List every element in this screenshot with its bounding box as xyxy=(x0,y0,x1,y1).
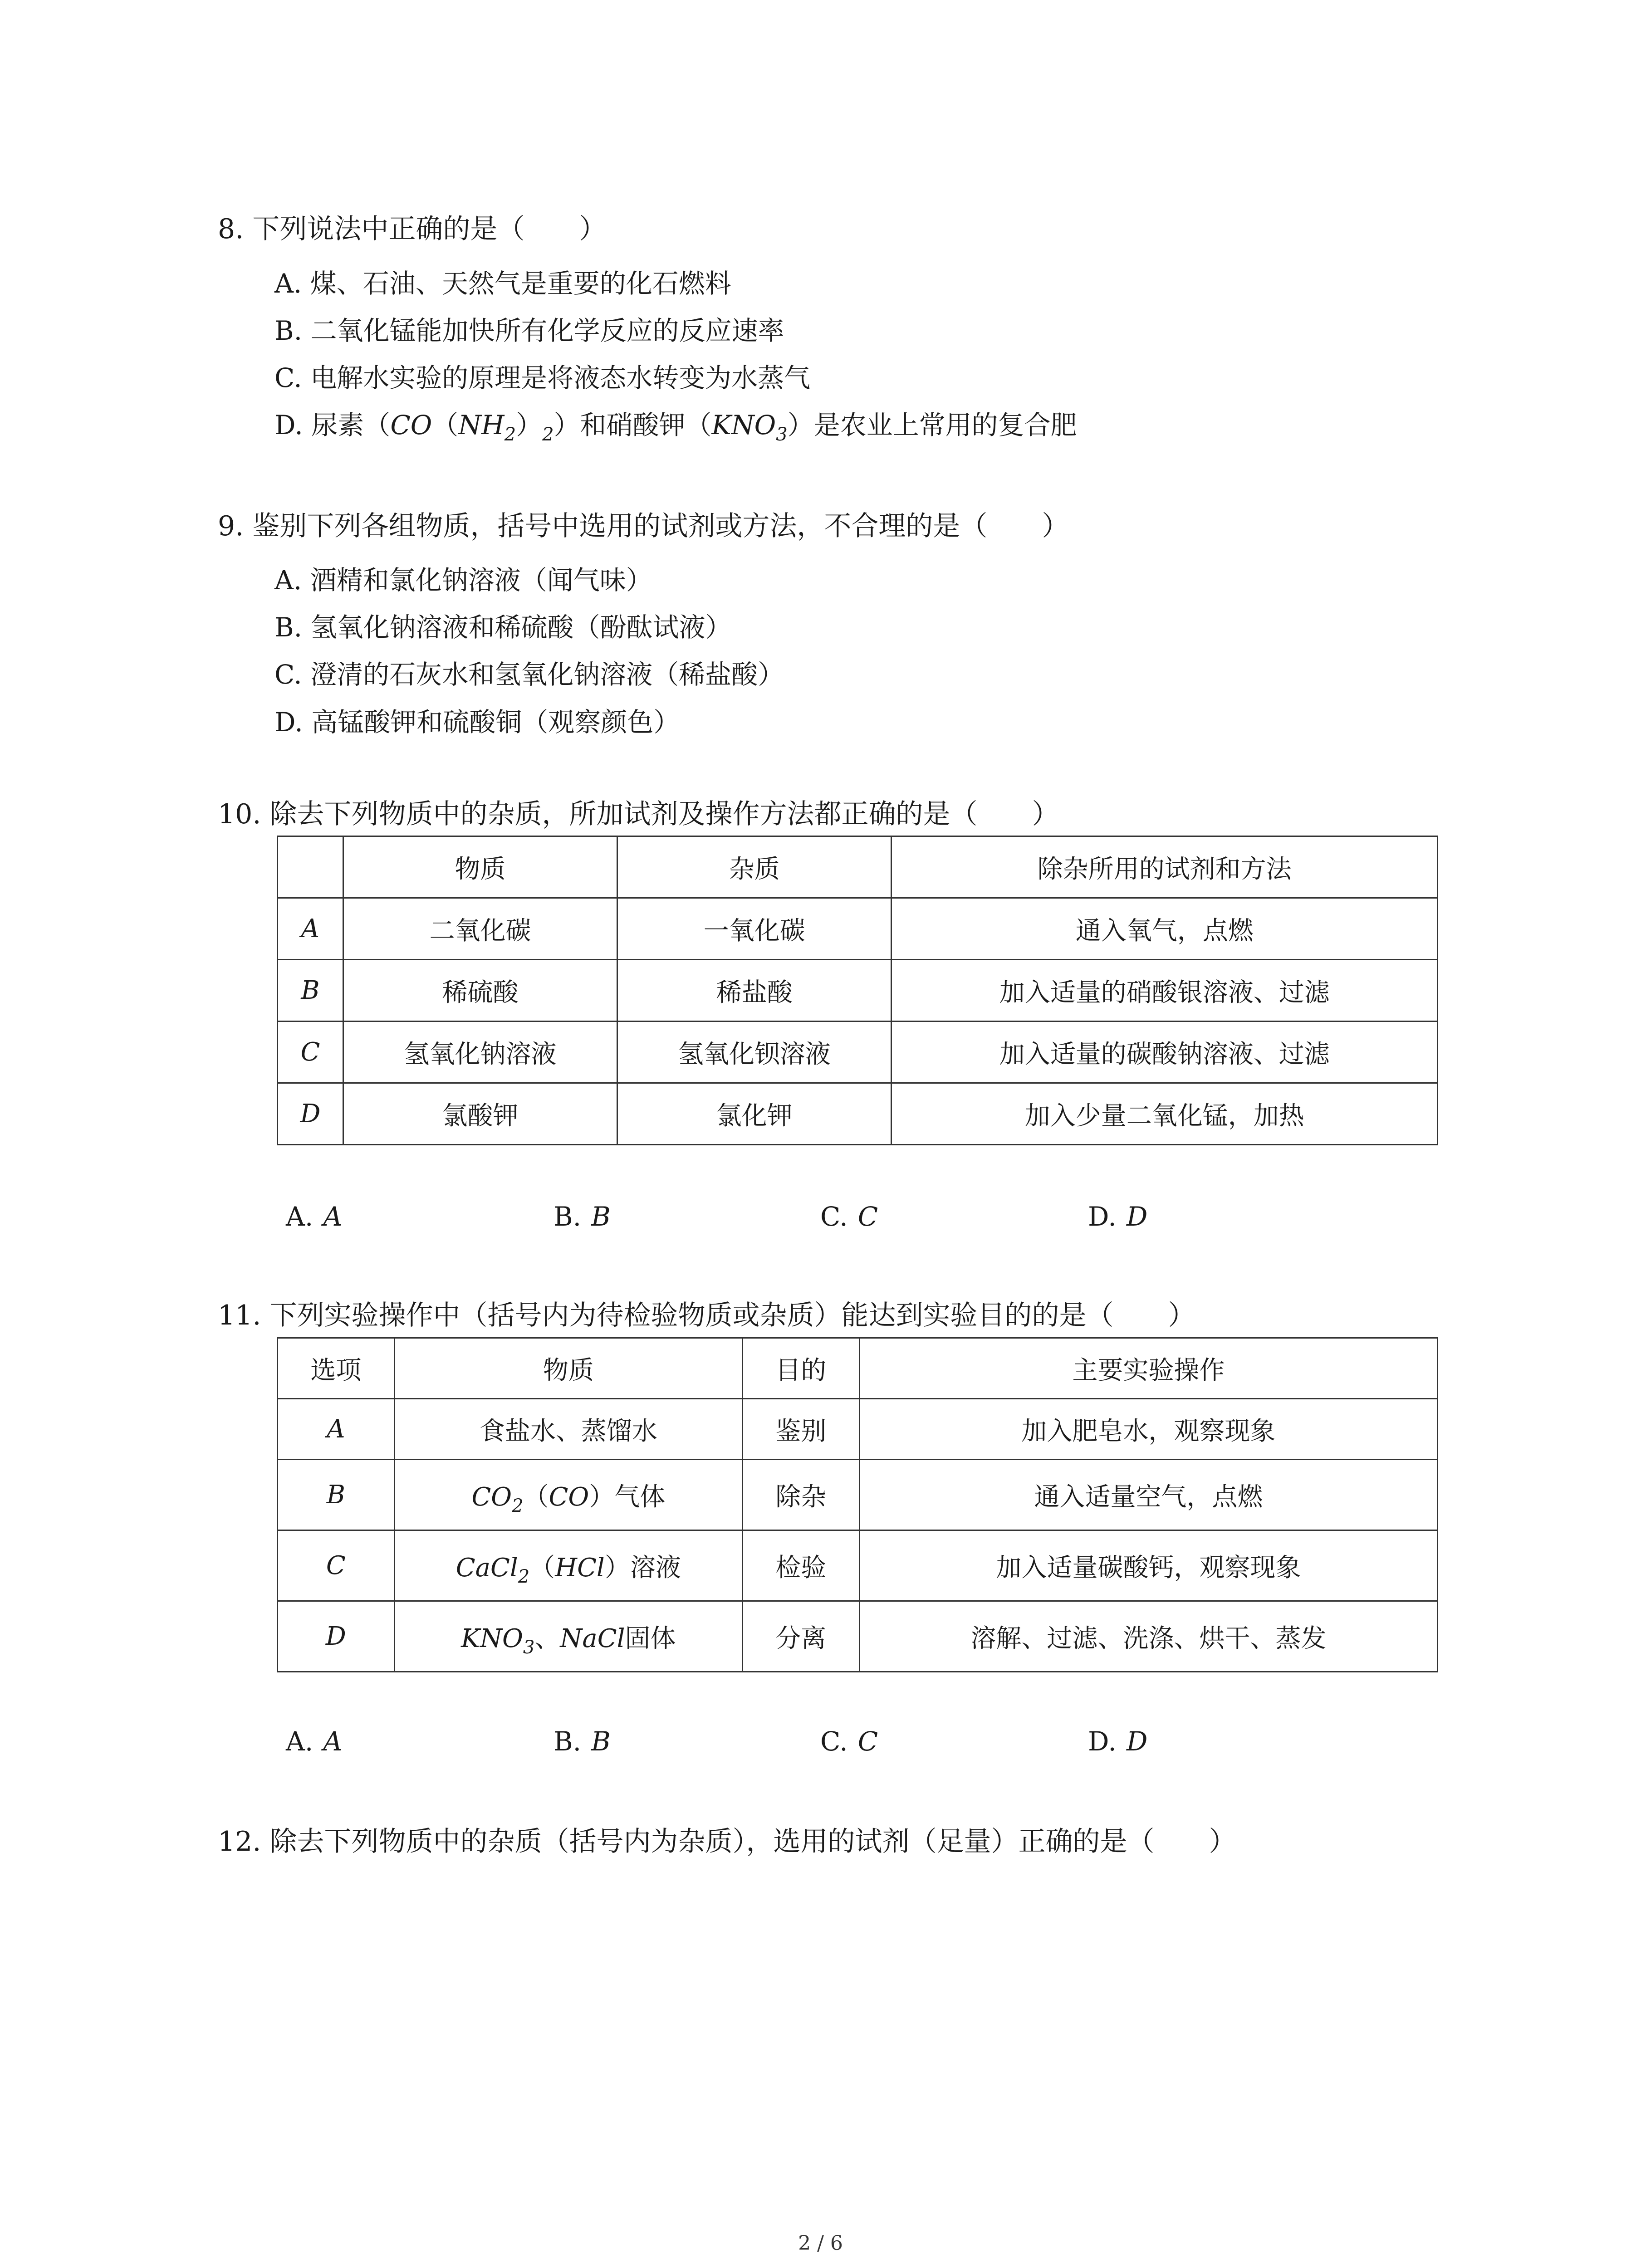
table-row xyxy=(278,1022,1438,1083)
table-header-cell: 物质 xyxy=(343,836,617,898)
table-cell: 通入氧气，点燃 xyxy=(892,898,1438,960)
table-cell: 氢氧化钡溶液 xyxy=(617,1022,892,1083)
operation-cell: 加入肥皂水，观察现象 xyxy=(859,1399,1437,1460)
row-label: D xyxy=(278,1601,395,1672)
substance-cell: $CO_2(CO)$气体 xyxy=(394,1460,742,1530)
table-cell: 一氧化碳 xyxy=(617,898,892,960)
table-cell: 加入适量的硝酸银溶液、过滤 xyxy=(892,960,1438,1022)
q10-table xyxy=(277,836,1438,1145)
q11-choice-c: C. C xyxy=(820,1726,878,1757)
q8-option-a: A. 煤、石油、天然气是重要的化石燃料 xyxy=(274,268,731,299)
table-cell: 氯化钾 xyxy=(617,1083,892,1145)
q11-table xyxy=(277,1337,1438,1672)
q10-choice-b: B. B xyxy=(554,1201,611,1232)
table-row xyxy=(278,1601,1438,1672)
q11-stem: 11. 下列实验操作中（括号内为待检验物质或杂质）能达到实验目的的是（ ） xyxy=(218,1300,1195,1331)
q11-choice-a: A. A xyxy=(286,1726,343,1757)
table-row xyxy=(278,1399,1438,1460)
table-cell: 加入适量的碳酸钠溶液、过滤 xyxy=(892,1022,1438,1083)
row-label: A xyxy=(278,1399,395,1460)
table-header-cell: 物质 xyxy=(394,1338,742,1399)
purpose-cell: 鉴别 xyxy=(742,1399,859,1460)
q9-option-a: A. 酒精和氯化钠溶液（闻气味） xyxy=(274,565,652,596)
row-label: B xyxy=(278,960,343,1022)
table-header-cell: 主要实验操作 xyxy=(859,1338,1437,1399)
q9-stem: 9. 鉴别下列各组物质，括号中选用的试剂或方法，不合理的是（ ） xyxy=(218,510,1069,542)
table-header-row xyxy=(278,836,1438,898)
substance-cell: 食盐水、蒸馏水 xyxy=(394,1399,742,1460)
table-header-cell xyxy=(278,836,343,898)
q12-stem: 12. 除去下列物质中的杂质（括号内为杂质），选用的试剂（足量）正确的是（ ） xyxy=(218,1826,1236,1857)
table-cell: 二氧化碳 xyxy=(343,898,617,960)
table-header-cell: 目的 xyxy=(742,1338,859,1399)
substance-cell: $KNO_3$、NaCl固体 xyxy=(394,1601,742,1672)
table-header-cell: 选项 xyxy=(278,1338,395,1399)
q8-stem: 8. 下列说法中正确的是（ ） xyxy=(218,213,607,245)
purpose-cell: 检验 xyxy=(742,1530,859,1601)
table-row xyxy=(278,1460,1438,1530)
table-row xyxy=(278,960,1438,1022)
table-cell: 加入少量二氧化锰，加热 xyxy=(892,1083,1438,1145)
q11-choice-d: D. D xyxy=(1088,1726,1148,1757)
q8-option-d: D. 尿素$(CO(NH_2)_2)$和硝酸钾$(KNO_3)$是农业上常用的复合肥 xyxy=(274,410,1077,445)
table-header-cell: 杂质 xyxy=(617,836,892,898)
table-row xyxy=(278,1530,1438,1601)
q10-choice-a: A. A xyxy=(286,1201,343,1232)
q9-option-d: D. 高锰酸钾和硫酸铜（观察颜色） xyxy=(274,707,680,738)
purpose-cell: 分离 xyxy=(742,1601,859,1672)
purpose-cell: 除杂 xyxy=(742,1460,859,1530)
table-cell: 氯酸钾 xyxy=(343,1083,617,1145)
q10-choice-c: C. C xyxy=(820,1201,878,1232)
q8-option-b: B. 二氧化锰能加快所有化学反应的反应速率 xyxy=(274,315,784,346)
operation-cell: 通入适量空气，点燃 xyxy=(859,1460,1437,1530)
substance-cell: CaCl$_2$（HCl）溶液 xyxy=(394,1530,742,1601)
row-label: C xyxy=(278,1022,343,1083)
q8-option-c: C. 电解水实验的原理是将液态水转变为水蒸气 xyxy=(274,362,811,393)
operation-cell: 溶解、过滤、洗涤、烘干、蒸发 xyxy=(859,1601,1437,1672)
table-row xyxy=(278,1083,1438,1145)
table-header-cell: 除杂所用的试剂和方法 xyxy=(892,836,1438,898)
row-label: D xyxy=(278,1083,343,1145)
page-number: 2 / 6 xyxy=(798,2232,843,2255)
table-cell: 氢氧化钠溶液 xyxy=(343,1022,617,1083)
q9-option-b: B. 氢氧化钠溶液和稀硫酸（酚酞试液） xyxy=(274,612,732,643)
table-header-row xyxy=(278,1338,1438,1399)
row-label: A xyxy=(278,898,343,960)
table-cell: 稀硫酸 xyxy=(343,960,617,1022)
q10-choice-d: D. D xyxy=(1088,1201,1148,1232)
operation-cell: 加入适量碳酸钙，观察现象 xyxy=(859,1530,1437,1601)
table-cell: 稀盐酸 xyxy=(617,960,892,1022)
q11-choice-b: B. B xyxy=(554,1726,611,1757)
q9-option-c: C. 澄清的石灰水和氢氧化钠溶液（稀盐酸） xyxy=(274,659,784,690)
q10-stem: 10. 除去下列物质中的杂质，所加试剂及操作方法都正确的是（ ） xyxy=(218,798,1059,830)
row-label: C xyxy=(278,1530,395,1601)
row-label: B xyxy=(278,1460,395,1530)
table-row xyxy=(278,898,1438,960)
